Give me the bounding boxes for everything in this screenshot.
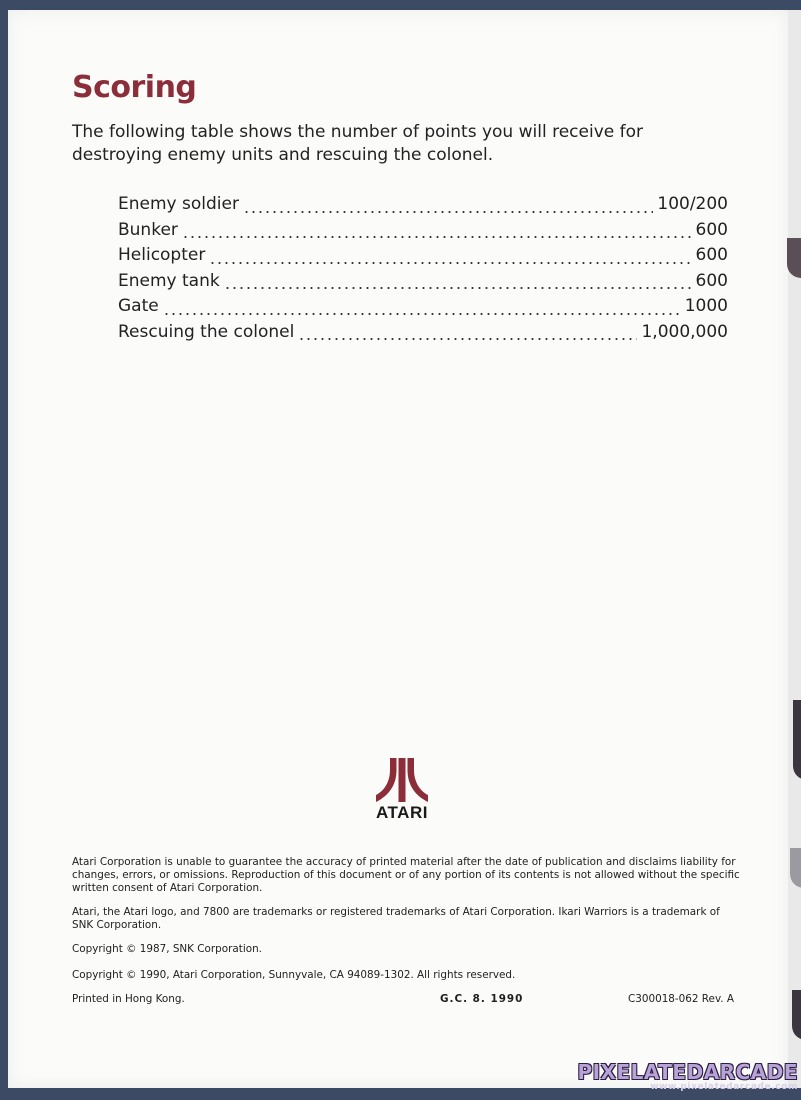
score-label: Rescuing the colonel (118, 321, 295, 342)
atari-fuji-logo-icon (376, 758, 428, 802)
printed-in: Printed in Hong Kong. (72, 993, 185, 1005)
score-value: 1000 (684, 296, 728, 316)
copyright-atari: Copyright © 1990, Atari Corporation, Sunnyvale, CA 94089-1302. All rights reserved. (72, 969, 516, 981)
score-row (118, 322, 728, 348)
score-value: 1,000,000 (641, 321, 728, 342)
watermark (577, 1060, 798, 1092)
page-title: Scoring (72, 70, 197, 105)
score-value: 100/200 (657, 194, 728, 214)
score-row (118, 245, 728, 271)
score-value: 600 (695, 219, 728, 240)
score-table (118, 194, 728, 347)
edge-tab (790, 848, 801, 888)
part-number: C300018-062 Rev. A (628, 993, 735, 1005)
atari-logo (372, 758, 432, 823)
page-edge (788, 10, 801, 1088)
score-label: Helicopter (118, 245, 206, 265)
watermark-url: www.pixelatedarcade.com (650, 1082, 798, 1092)
edge-tab (792, 990, 801, 1040)
logo-wordmark: ATARI (376, 803, 428, 822)
disclaimer: Atari Corporation is unable to guarantee the accuracy of printed material after the date of publication and disclaims liability for changes, errors, or omissions. Reproduction of this document or of any portion of its contents is not allowed without the specific written consent of Atari Corporation. (72, 856, 740, 894)
dot-leader (163, 312, 681, 316)
dot-leader (298, 337, 637, 341)
dot-leader (209, 261, 691, 265)
score-label: Gate (118, 296, 159, 316)
score-value: 600 (695, 270, 728, 291)
dot-leader (243, 210, 653, 214)
edge-tab (787, 238, 801, 278)
copyright-snk: Copyright © 1987, SNK Corporation. (72, 943, 262, 955)
score-row (118, 296, 728, 322)
score-label: Enemy tank (118, 270, 220, 291)
score-row (118, 220, 728, 246)
trademarks: Atari, the Atari logo, and 7800 are trademarks or registered trademarks of Atari Corporation. Ikari Warriors is a trademark of SNK Corporation. (72, 906, 720, 931)
edge-tab (793, 700, 801, 780)
print-code: G.C. 8. 1990 (440, 993, 524, 1005)
score-value: 600 (695, 245, 728, 265)
score-label: Bunker (118, 219, 178, 240)
intro-paragraph: The following table shows the number of points you will receive for destroying enemy units and rescuing the colonel. (72, 122, 643, 165)
score-row (118, 194, 728, 220)
score-label: Enemy soldier (118, 194, 239, 214)
dot-leader (182, 235, 692, 239)
dot-leader (224, 286, 692, 290)
watermark-name: PIXELATEDARCADE (577, 1060, 798, 1084)
score-row (118, 271, 728, 297)
